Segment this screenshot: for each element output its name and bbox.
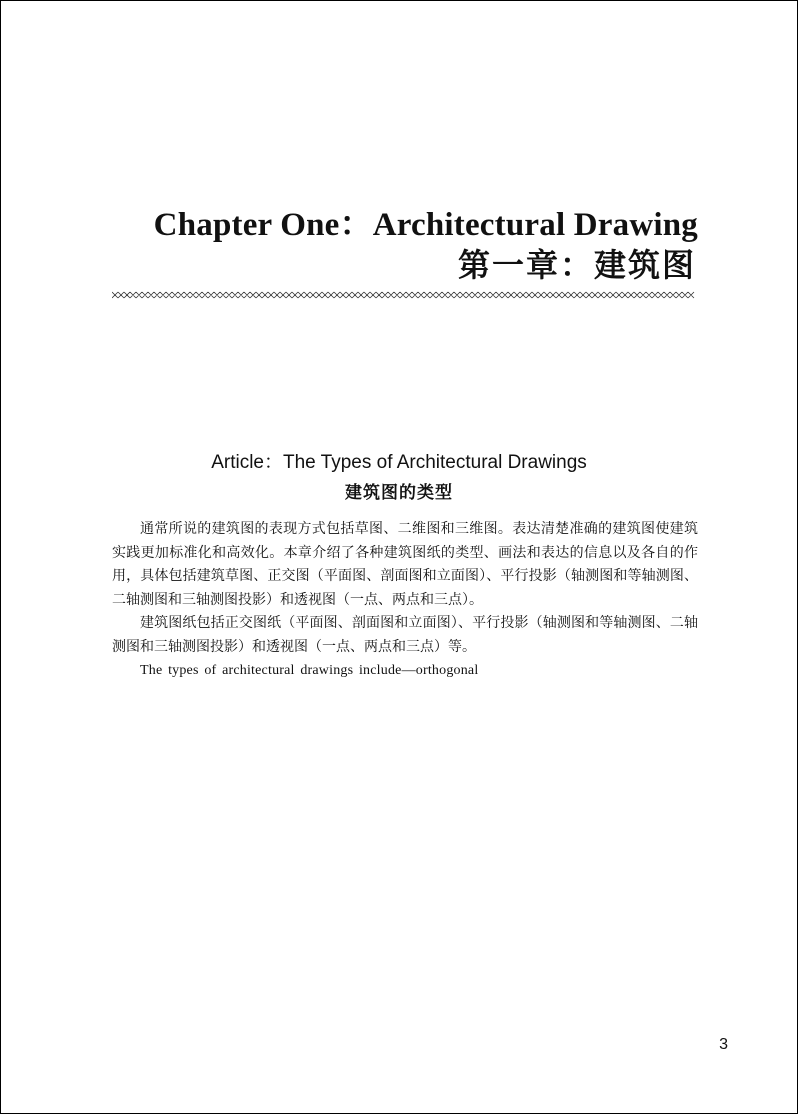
paragraph-english: The types of architectural drawings include—orthogonal xyxy=(140,663,479,678)
divider-cross-pattern xyxy=(112,292,694,298)
chapter-divider-ornament xyxy=(112,290,698,300)
paragraph-drawing-types: 建筑图纸包括正交图纸（平面图、剖面图和立面图）、平行投影（轴测图和等轴测图、二轴测图和三轴测图投影）和透视图（一点、两点和三点）等。 xyxy=(112,615,698,655)
article-body xyxy=(112,518,698,683)
chapter-title-chinese: 第一章：建筑图 xyxy=(457,246,696,284)
article-title-chinese: 建筑图的类型 xyxy=(345,483,453,503)
paragraph-intro: 通常所说的建筑图的表现方式包括草图、二维图和三维图。表达清楚准确的建筑图使建筑实践更加标准化和高效化。本章介绍了各种建筑图纸的类型、画法和表达的信息以及各自的作用，具体包括建筑草图、正交图（平面图、剖面图和立面图）、平行投影（轴测图和等轴测图、二轴测图和三轴测图投影）和透视图（一点、两点和三点）。 xyxy=(112,521,698,608)
page-number: 3 xyxy=(719,1036,728,1053)
chapter-title-english: Chapter One：Architectural Drawing xyxy=(153,207,698,243)
article-title-english: Article：The Types of Architectural Drawings xyxy=(211,452,587,473)
